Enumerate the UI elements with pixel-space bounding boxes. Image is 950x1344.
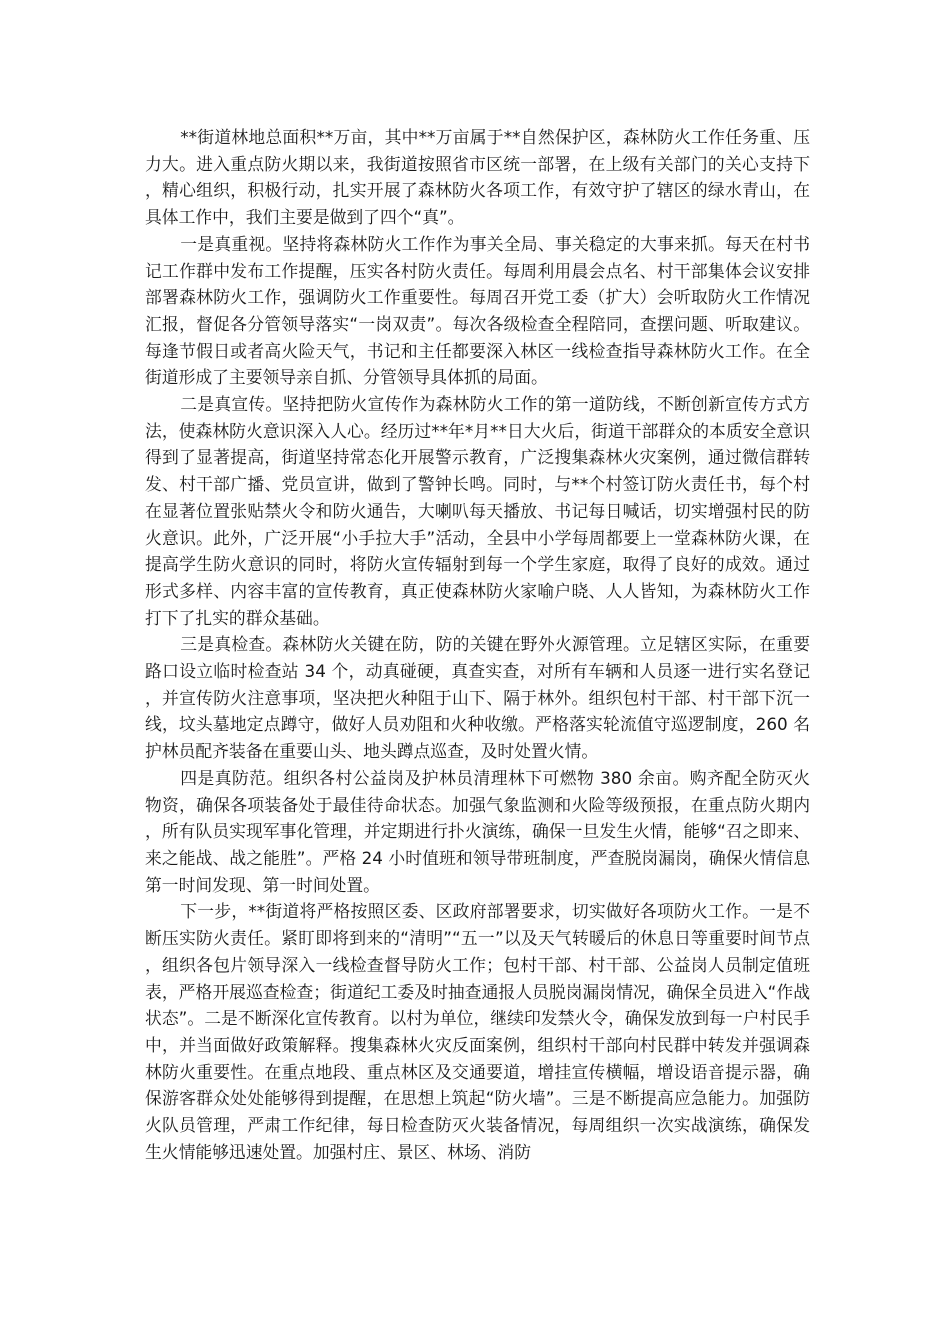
paragraph-publicity: 二是真宣传。坚持把防火宣传作为森林防火工作的第一道防线，不断创新宣传方式方法，使森林防火意识深入人心。经历过**年*月**日大火后，街道干部群众的本质安全意识得到了显著提高，街道坚持常态化开展警示教育，广泛搜集森林火灾案例，通过微信群转发、村干部广播、党员宣讲，做到了警钟长鸣。同时，与**个村签订防火责任书，每个村在显著位置张贴禁火令和防火通告，大喇叭每天播放、书记每日喊话，切实增强村民的防火意识。此外，广泛开展“小手拉大手”活动，全县中小学每周都要上一堂森林防火课，在提高学生防火意识的同时，将防火宣传辐射到每一个学生家庭，取得了良好的成效。通过形式多样、内容丰富的宣传教育，真正使森林防火家喻户晓、人人皆知，为森林防火工作打下了扎实的群众基础。 — [145, 394, 810, 628]
paragraph-prevention: 四是真防范。组织各村公益岗及护林员清理林下可燃物 380 余亩。购齐配全防灭火物资，确保各项装备处于最佳待命状态。加强气象监测和火险等级预报，在重点防火期内，所有队员实现军事化管理，并定期进行扑火演练，确保一旦发生火情，能够“召之即来、来之能战、战之能胜”。严格 24 小时值班和领导带班制度，严查脱岗漏岗，确保火情信息第一时间发现、第一时间处置。 — [145, 767, 810, 895]
paragraph-inspection: 三是真检查。森林防火关键在防，防的关键在野外火源管理。立足辖区实际，在重要路口设立临时检查站 34 个，动真碰硬，真查实查，对所有车辆和人员逐一进行实名登记，并宣传防火注意事项，坚决把火种阻于山下、隔于林外。组织包村干部、村干部下沉一线，坟头墓地定点蹲守，做好人员劝阻和火种收缴。严格落实轮流值守巡逻制度，260 名护林员配齐装备在重要山头、地头蹲点巡查，及时处置火情。 — [145, 634, 810, 762]
paragraph-next-steps: 下一步，**街道将严格按照区委、区政府部署要求，切实做好各项防火工作。一是不断压实防火责任。紧盯即将到来的“清明”“五一”以及天气转暖后的休息日等重要时间节点，组织各包片领导深入一线检查督导防火工作；包村干部、村干部、公益岗人员制定值班表，严格开展巡查检查；街道纪工委及时抽查通报人员脱岗漏岗情况，确保全员进入“作战状态”。二是不断深化宣传教育。以村为单位，继续印发禁火令，确保发放到每一户村民手中，并当面做好政策解释。搜集森林火灾反面案例，组织村干部向村民群中转发并强调森林防火重要性。在重点地段、重点林区及交通要道，增挂宣传横幅，增设语音提示器，确保游客群众处处能够得到提醒，在思想上筑起“防火墙”。三是不断提高应急能力。加强防火队员管理，严肃工作纪律，每日检查防灭火装备情况，每周组织一次实战演练，确保发生火情能够迅速处置。加强村庄、景区、林场、消防 — [145, 901, 810, 1162]
document-page — [145, 124, 810, 1165]
paragraph-attention: 一是真重视。坚持将森林防火工作作为事关全局、事关稳定的大事来抓。每天在村书记工作群中发布工作提醒，压实各村防火责任。每周利用晨会点名、村干部集体会议安排部署森林防火工作，强调防火工作重要性。每周召开党工委（扩大）会听取防火工作情况汇报，督促各分管领导落实“一岗双责”。每次各级检查全程陪同，查摆问题、听取建议。每逢节假日或者高火险天气，书记和主任都要深入林区一线检查指导森林防火工作。在全街道形成了主要领导亲自抓、分管领导具体抓的局面。 — [145, 233, 810, 388]
paragraph-intro: **街道林地总面积**万亩，其中**万亩属于**自然保护区，森林防火工作任务重、压力大。进入重点防火期以来，我街道按照省市区统一部署，在上级有关部门的关心支持下，精心组织，积极行动，扎实开展了森林防火各项工作，有效守护了辖区的绿水青山，在具体工作中，我们主要是做到了四个“真”。 — [145, 127, 810, 228]
